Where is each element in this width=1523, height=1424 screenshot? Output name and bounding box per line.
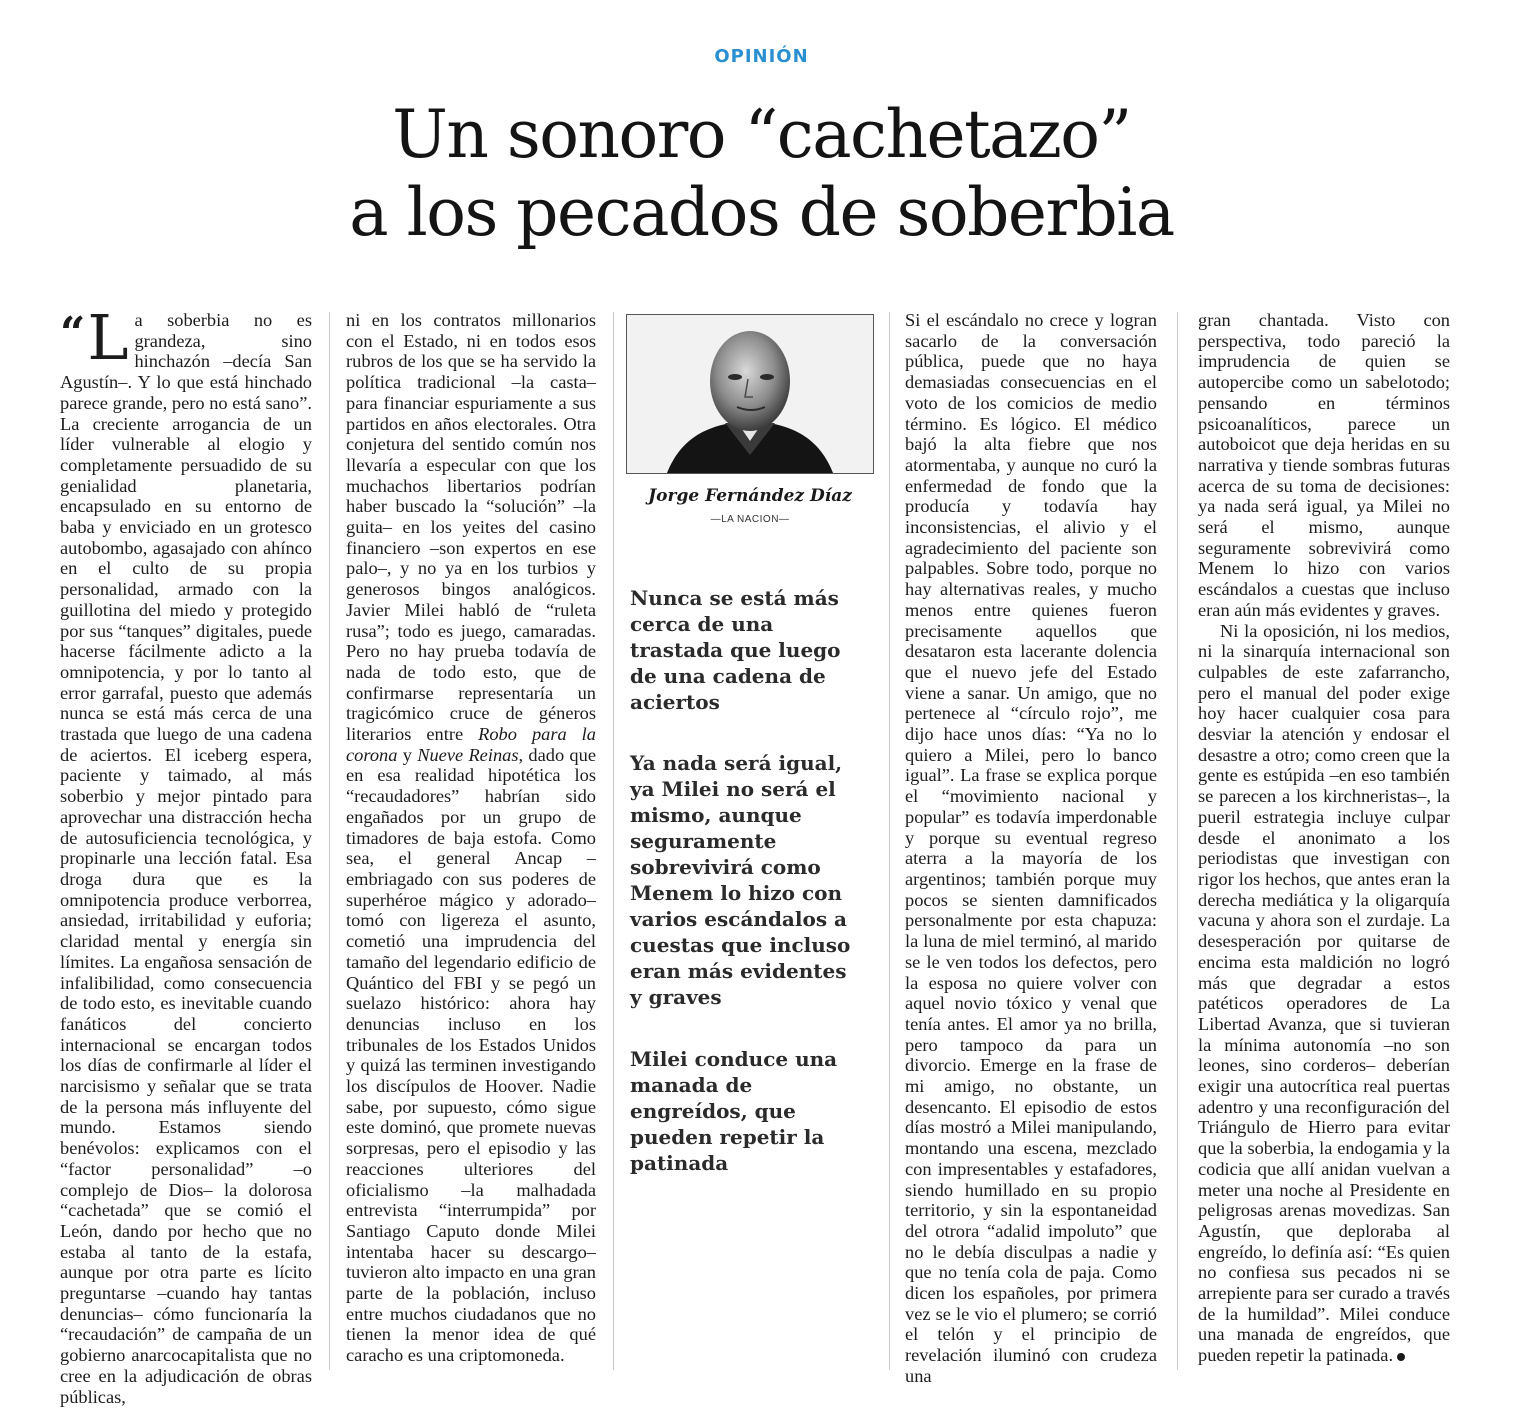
quote-mark: “: [60, 308, 86, 359]
column-divider: [329, 312, 330, 1370]
column-5-paragraph-1: gran chantada. Visto con perspectiva, todo pareció la imprudencia de quien se autopercibe como un sabelotodo; pensando en términos psicoanalíticos, parece un autoboicot que deja heridas en su narrativa y tiende sombras futuras acerca de su toma de decisiones: ya nada será igual, ya Milei no será el mismo, aunque seguramente sobrevivirá como Menem lo hizo con varios escándalos a cuestas que incluso eran aún más evidentes y graves.: [1198, 310, 1450, 620]
headline: [0, 96, 1523, 252]
column-divider: [613, 312, 614, 1370]
author-source: —LA NACION—: [710, 514, 790, 525]
film-title-nueve-reinas: Nueve Reinas: [417, 744, 519, 765]
column-5-paragraph-2: [1198, 621, 1450, 1366]
article-column-1: [60, 301, 312, 1407]
column-5-text: Ni la oposición, ni los medios, ni la sinarquía internacional son culpables de este zafarrancho, pero el manual del poder exige hoy hacer cualquier cosa para desviar la atención y endosar el desastre a otro; como creen que la gente es estúpida –en eso también se parecen a los kirchneristas–, la pueril estrategia incluye culpar desde el anonimato a los periodistas que investigan con rigor los hechos, que antes eran la derecha mediática y la oligarquía vacuna y ahora son el zurdaje. La desesperación por quitarse de encima esta maldición no logró más que degradar a estos patéticos operadores de La Libertad Avanza, que si tuvieran la mínima autonomía –no son leones, sino corderos– deberían exigir una autocrítica real puertas adentro y una reconfiguración del Triángulo de Hierro para evitar que la soberbia, la endogamia y la codicia que allí anidan vuelvan a meter una noche al Presidente en peligrosas arenas movedizas. San Agustín, que deploraba al engreído, lo definía así: “Es quien no confiesa sus pecados ni se arrepiente para ser curado a través de la humildad”. Milei conduce una manada de engreídos, que pueden repetir la patinada.: [1198, 620, 1450, 1366]
article-column-2: [346, 310, 596, 1370]
column-divider: [1177, 312, 1178, 1370]
end-of-article-icon: [1397, 1353, 1405, 1361]
column-divider: [889, 312, 890, 1370]
author-portrait-icon: [627, 315, 873, 473]
column-2-and: y: [397, 744, 418, 765]
column-2-text-b: , dado que en esa realidad hipotética los “recaudadores” habrían sido engañados por un grupo de timadores de baja estofa. Como sea, el general Ancap –embriagado con sus poderes de superhéroe mágico y adorado– tomó con ligereza el asunto, cometió una imprudencia del tamaño del legendario edificio de Quántico del FBI y se pegó un suelazo histórico: ahora hay denuncias incluso en los tribunales de los Estados Unidos y quizá las terminen investigando los discípulos de Hoover. Nadie sabe, por supuesto, cómo sigue este dominó, que promete nuevas sorpresas, pero el episodio y las reacciones ulteriores del oficialismo –la malhadada entrevista “interrumpida” por Santiago Caputo donde Milei intentaba hacer su descargo– tuvieron alto impacto en una gran parte de la población, incluso entre muchos ciudadanos que no tienen la menor idea de qué caracho es una criptomoneda.: [346, 744, 596, 1366]
pull-quote-2: Ya nada será igual, ya Milei no será el mismo, aunque seguramente sobrevivirá como Menem lo hizo con varios escándalos a cuestas que incluso eran más evidentes y graves: [630, 751, 851, 1009]
pull-quote-3: Milei conduce una manada de engreídos, que pueden repetir la patinada: [630, 1047, 838, 1175]
article-column-4: [905, 310, 1157, 1386]
column-1-text: a soberbia no es grandeza, sino hinchazón –decía San Agustín–. Y lo que está hinchado parece grande, pero no está sano”. La creciente arrogancia de un líder vulnerable al elogio y completamente persuadido de su genialidad planetaria, encapsulado en su entorno de baba y enviciado en un grotesco autobombo, agasajado con ahínco en el culto de su propia personalidad, armado con la guillotina del miedo y protegido por sus “tanques” digitales, puede hacerse fácilmente adicto a la omnipotencia, y por lo tanto al error garrafal, puesto que además nunca se está más cerca de una trastada que luego de una cadena de aciertos. El iceberg espera, paciente y taimado, al más soberbio y mejor pintado para aprovechar una distracción hecha de autosuficiencia tecnológica, y propinarle una lección fatal. Esa droga dura que es la omnipotencia produce verborrea, ansiedad, irritabilidad y euforia; claridad mental y energía sin límites. La engañosa sensación de infalibilidad, como consecuencia de todo esto, es inevitable cuando fanáticos del concierto internacional se encargan todos los días de confirmarle al líder el narcisismo y señalar que se trata de la persona más influyente del mundo. Estamos siendo benévolos: explicamos con el “factor personalidad” –o complejo de Dios– la dolorosa “cachetada” que se comió el León, dando por hecho que no estaba al tanto de la estafa, aunque por otra parte es lícito preguntarse –cuando hay tantas denuncias– cómo funcionaría la “recaudación” de campaña de un gobierno anarcocapitalista que no cree en la adjudicación de obras públicas,: [60, 310, 312, 1407]
headline-line-1: Un sonoro “cachetazo”: [392, 96, 1131, 173]
pull-quote-1: Nunca se está más cerca de una trastada que luego de una cadena de aciertos: [630, 586, 841, 714]
book-title-robo: Robo para la corona: [346, 724, 596, 765]
column-2-text-a: ni en los contratos millonarios con el Estado, ni en todos esos rubros de los que se ha servido la política tradicional –la casta– para financiar espuriamente a sus partidos en años electorales. Otra conjetura del sentido común nos llevaría a especular con que los muchachos libertarios podrían haber buscado la “solución” –la guita– en los yeites del casino financiero –son expertos en ese palo–, y no ya en los turbios y generosos bingos analógicos. Javier Milei habló de “ruleta rusa”; todo es juego, camaradas. Pero no hay prueba todavía de nada de todo esto, que de confirmarse representaría un tragicómico cruce de géneros literarios entre: [346, 310, 596, 745]
author-name: Jorge Fernández Díaz: [648, 486, 852, 506]
column-2-paragraph: [346, 310, 596, 1366]
section-kicker: OPINIÓN: [714, 46, 809, 67]
column-4-paragraph: Si el escándalo no crece y logran sacarlo de la conversación pública, puede que no haya demasiadas consecuencias en el voto de los comicios de medio término. Es lógico. El médico bajó la alta fiebre que nos atormentaba, y aunque no curó la enfermedad de fondo que la producía y todavía hay inconsistencias, el alivio y el agradecimiento del paciente son palpables. Sobre todo, porque no hay alternativas reales, y mucho menos entre quienes fueron precisamente aquellos que desataron esta lacerante dolencia que el nuevo jefe del Estado viene a sanar. Un amigo, que no pertenece al “círculo rojo”, me dijo hace unos días: “Ya no lo quiero a Milei, pero lo banco igual”. La frase se explica porque el “movimiento nacional y popular” es todavía imperdonable y porque su eventual regreso aterra a la mayoría de los argentinos; también porque muy pocos se sienten damnificados personalmente por esta chapuza: la luna de miel terminó, al marido se le ven todos los defectos, pero la esposa no quiere volver con aquel novio tóxico y venal que tenía antes. El amor ya no brilla, pero tampoco da para un divorcio. Emerge en la frase de mi amigo, no obstante, un desencanto. El episodio de estos días mostró a Milei manipulando, montando una escena, mezclado con impresentables y estafadores, siendo humillado en su propio territorio, y sin la espontaneidad del otrora “adalid impoluto” que no le debía disculpas a nadie y que no tenía cola de paja. Como dicen los españoles, por primera vez se le vio el plumero; se corrió el telón y el principio de revelación iluminó con crudeza una: [905, 310, 1157, 1386]
dropcap: L: [87, 301, 129, 374]
author-photo: [626, 314, 874, 474]
article-column-5: [1198, 310, 1450, 1370]
opening-paragraph: [60, 301, 312, 1407]
headline-line-2: a los pecados de soberbia: [349, 174, 1174, 251]
